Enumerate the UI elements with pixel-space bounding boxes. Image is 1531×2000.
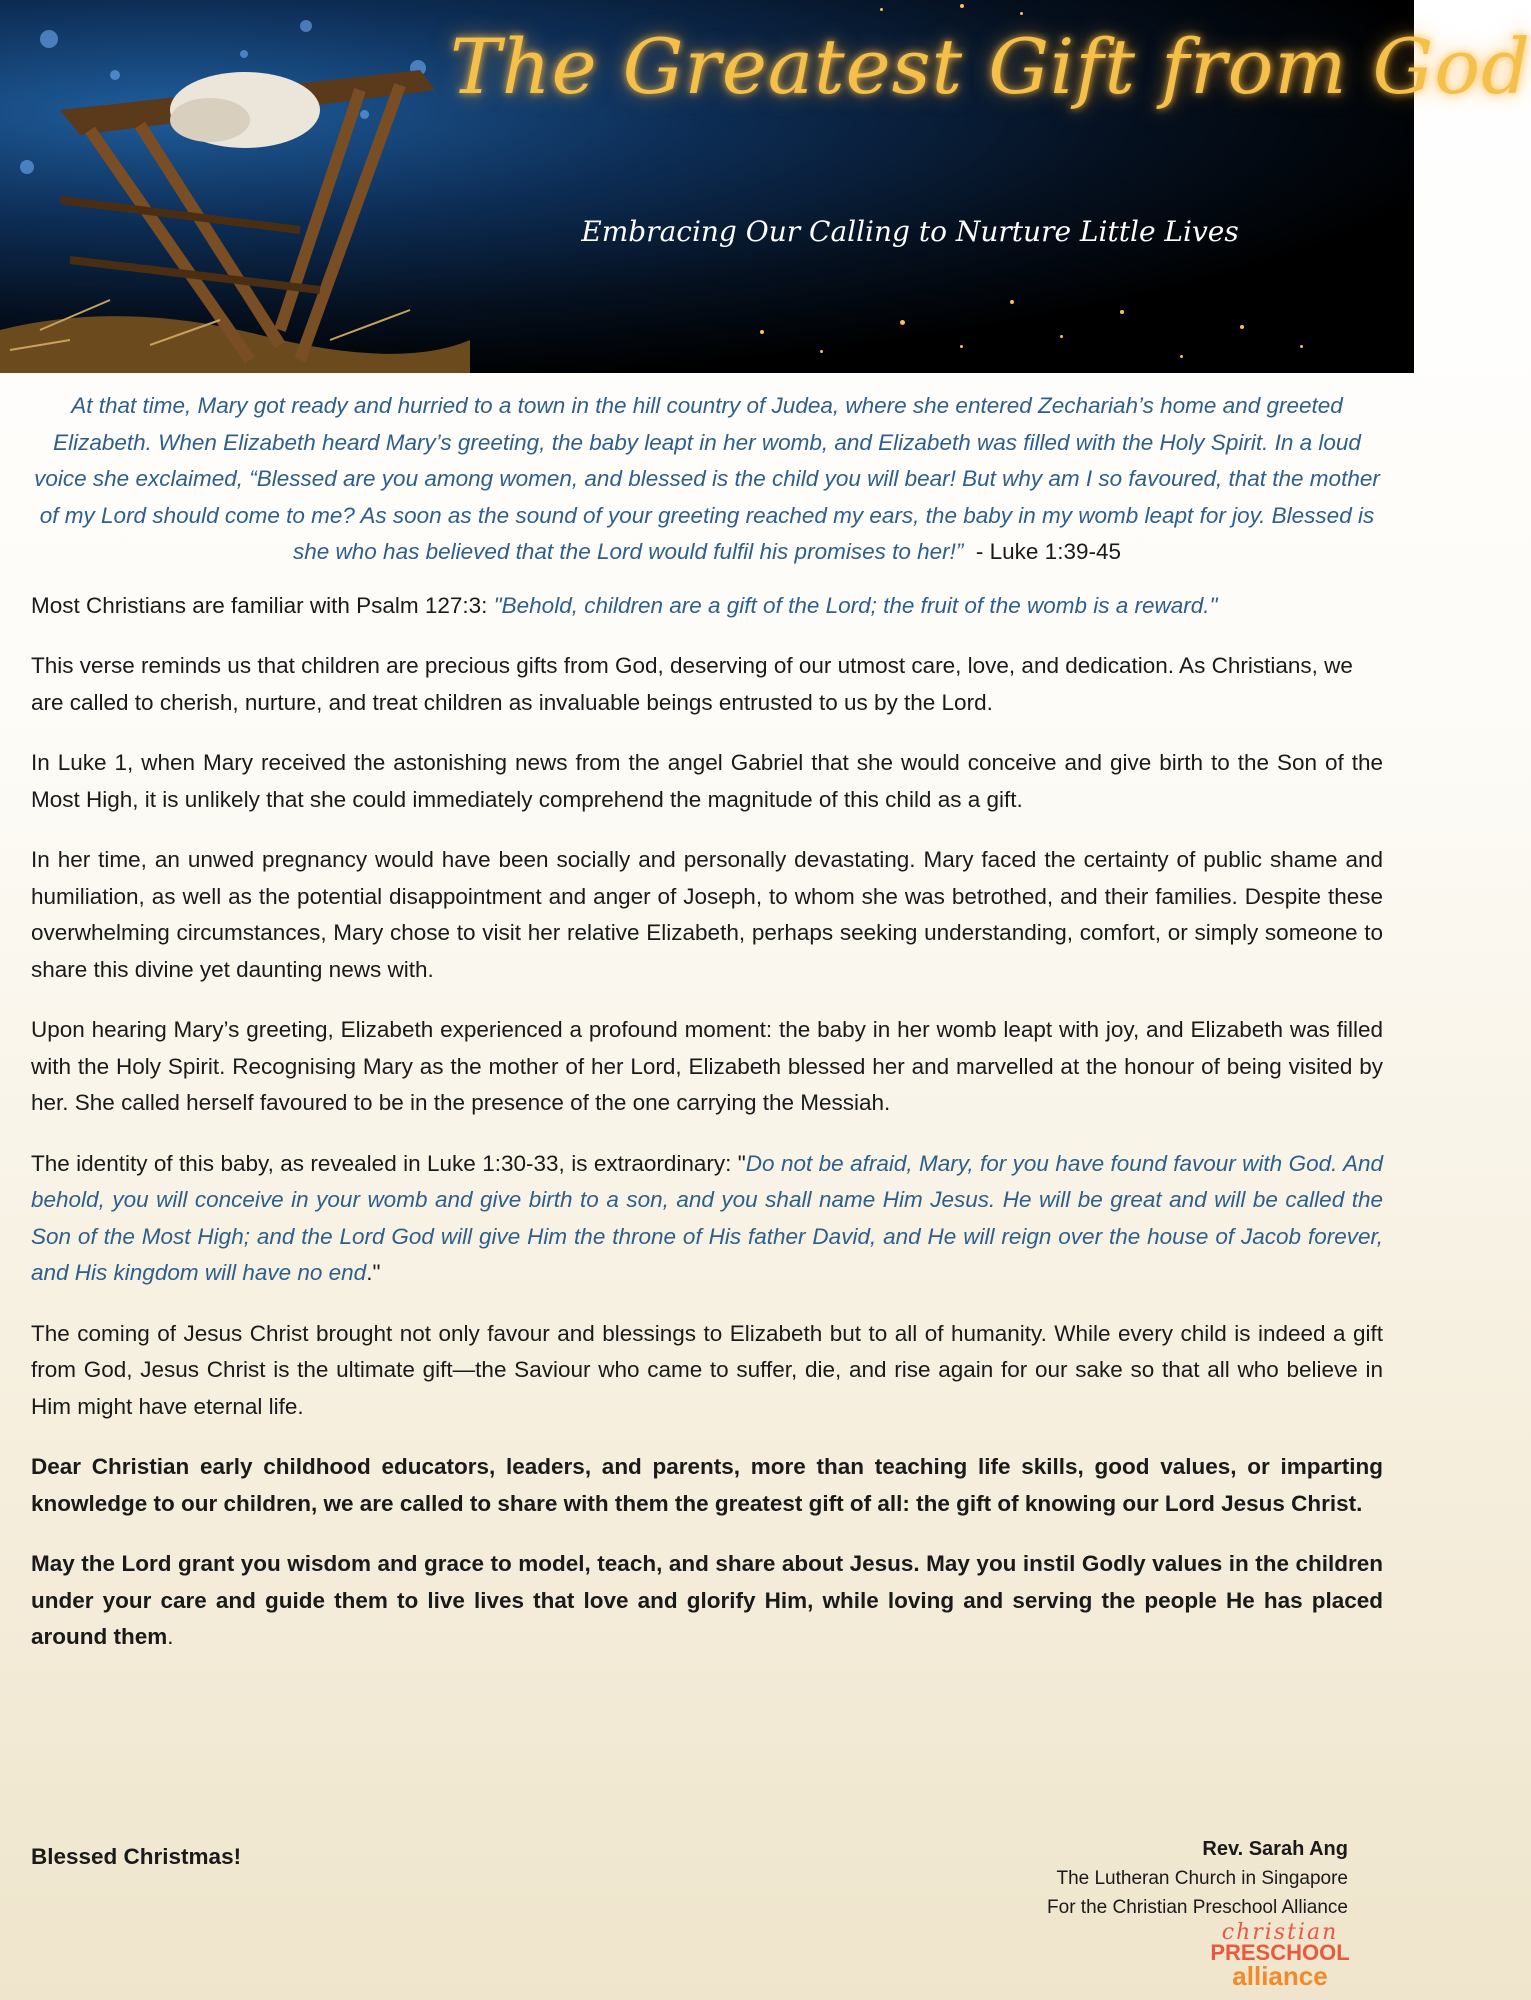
psalm-quote: "Behold, children are a gift of the Lord; the fruit of the womb is a reward." <box>493 592 1218 618</box>
psalm-intro: Most Christians are familiar with Psalm 127:3: <box>31 592 494 618</box>
preschool-alliance-logo <box>1195 1920 1365 1994</box>
scripture-quote <box>31 388 1383 571</box>
paragraph-elizabeth: Upon hearing Mary’s greeting, Elizabeth experienced a profound moment: the baby in her womb leapt with joy, and Elizabeth was filled with the Holy Spirit. Recognising Mary as the mother of her Lord, Elizabeth blessed her and marvelled at the honour of being visited by her. She called herself favoured to be in the presence of the one carrying the Messiah. <box>31 1017 1383 1115</box>
paragraph-coming: The coming of Jesus Christ brought not only favour and blessings to Elizabeth but to all of humanity. While every child is indeed a gift from God, Jesus Christ is the ultimate gift—the Saviour who came to suffer, die, and rise again for our sake so that all who believe in Him might have eternal life. <box>31 1320 1383 1419</box>
verse-reference: - Luke 1:39-45 <box>975 539 1121 564</box>
paragraph-luke-1: In Luke 1, when Mary received the astonishing news from the angel Gabriel that she would conceive and give birth to the Son of the Most High, it is unlikely that she could immediately comprehend the magnitude of this child as a gift. <box>31 750 1383 812</box>
header-banner <box>0 0 1531 373</box>
blessing-end: . <box>167 1624 174 1649</box>
paragraph-blessing <box>31 1546 1383 1656</box>
signature-org: The Lutheran Church in Singapore <box>1056 1868 1348 1889</box>
paragraph-identity <box>31 1146 1383 1292</box>
identity-quote: Do not be afraid, Mary, for you have found favour with God. And behold, you will conceive in your womb and give birth to a son, and you shall name Him Jesus. He will be great and will be called the Son of the Most High; and the Lord God will give Him the throne of His father David, and He will reign over the house of Jacob forever, and His kingdom will have no end <box>31 1150 1383 1285</box>
signature-for: For the Christian Preschool Alliance <box>1047 1897 1348 1918</box>
banner-title: The Greatest Gift from God <box>450 22 1531 111</box>
logo-line1: PRESCHOOL <box>1210 1940 1350 1965</box>
banner-subtitle: Embracing Our Calling to Nurture Little Lives <box>581 215 1239 248</box>
signature-block <box>1047 1834 1348 1922</box>
identity-intro: The identity of this baby, as revealed in Luke 1:30-33, is extraordinary: " <box>31 1150 746 1176</box>
identity-end: ." <box>366 1260 381 1285</box>
paragraph-psalm <box>31 588 1383 625</box>
article-body <box>31 388 1383 1680</box>
paragraph-gift: This verse reminds us that children are precious gifts from God, deserving of our utmost care, love, and dedication. As Christians, we are called to cherish, nurture, and treat children as invaluable beings entrusted to us by the Lord. <box>31 653 1353 715</box>
closing-greeting: Blessed Christmas! <box>31 1844 242 1869</box>
signature-name: Rev. Sarah Ang <box>1202 1838 1348 1860</box>
paragraph-her-time: In her time, an unwed pregnancy would have been socially and personally devastating. Mary faced the certainty of public shame and humiliation, as well as the potential disappointment and anger of Joseph, to whom she was betrothed, and their families. Despite these overwhelming circumstances, Mary chose to visit her relative Elizabeth, perhaps seeking understanding, comfort, or simply someone to share this divine yet daunting news with. <box>31 847 1383 982</box>
paragraph-educators: Dear Christian early childhood educators, leaders, and parents, more than teaching life skills, good values, or imparting knowledge to our children, we are called to share with them the greatest gift of all: the gift of knowing our Lord Jesus Christ. <box>31 1454 1383 1516</box>
logo-script: christian <box>1221 1920 1339 1945</box>
blessing-text: May the Lord grant you wisdom and grace to model, teach, and share about Jesus. May you instil Godly values in the children under your care and guide them to live lives that love and glorify Him, while loving and serving the people He has placed around them <box>31 1551 1383 1649</box>
verse-text: At that time, Mary got ready and hurried to a town in the hill country of Judea, where she entered Zechariah’s home and greeted Elizabeth. When Elizabeth heard Mary’s greeting, the baby leapt in her womb, and Elizabeth was filled with the Holy Spirit. In a loud voice she exclaimed, “Blessed are you among women, and blessed is the child you will bear! But why am I so favoured, that the mother of my Lord should come to me? As soon as the sound of your greeting reached my ears, the baby in my womb leapt for joy. Blessed is she who has believed that the Lord would fulfil his promises to her!” <box>34 393 1380 564</box>
logo-line2: alliance <box>1232 1961 1328 1991</box>
manger-illustration <box>0 0 470 373</box>
